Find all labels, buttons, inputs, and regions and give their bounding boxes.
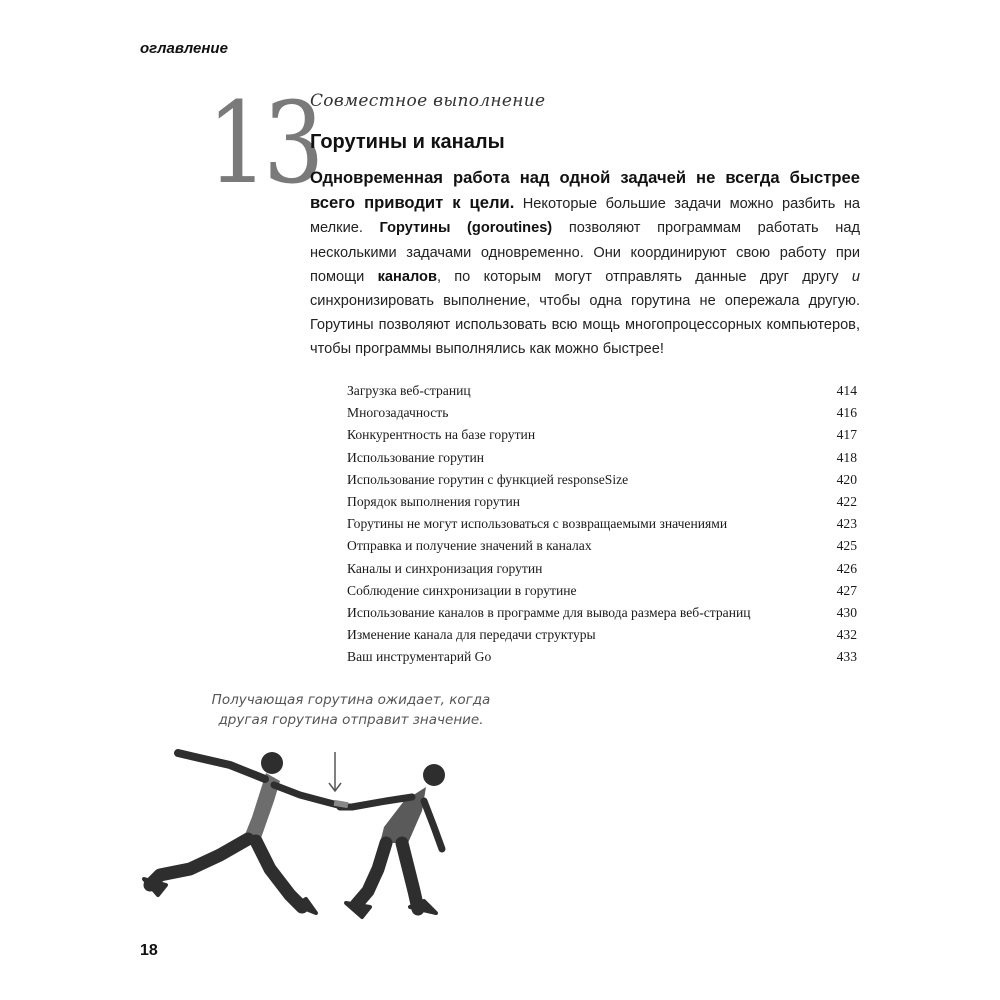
intro-text: синхронизировать выполнение, чтобы одна горутина не опережала другую. Горутины позволяют использовать всю мощь многопроцессорных компьютеров, чтобы программы выполнялись как можно быстрее! [310,293,860,358]
intro-text: , по которым могут отправлять данные друг другу [436,268,852,285]
toc-entry[interactable] [347,447,857,469]
toc-entry-page: 414 [836,383,857,398]
toc-entry-title: Горутины не могут использоваться с возвращаемыми значениями [347,516,728,532]
toc-entry-title: Отправка и получение значений в каналах [347,538,592,554]
toc-entry[interactable] [347,424,857,446]
toc-entry[interactable] [347,580,857,602]
toc-entry[interactable] [347,624,857,646]
toc-entry-title: Загрузка веб-страниц [347,383,471,398]
toc-entry-page: 417 [836,427,857,443]
toc-entry-page: 416 [836,405,857,421]
chapter-intro [310,166,860,362]
chapter-number: 13 [207,79,320,209]
toc-entry-page: 427 [836,582,857,598]
toc-entry[interactable] [347,491,857,513]
toc-entry[interactable] [347,602,857,624]
table-of-contents [347,380,857,668]
toc-entry-page: 433 [836,649,857,665]
toc-entry-title: Ваш инструментарий Go [347,649,492,665]
toc-entry-page: 430 [836,604,857,620]
toc-entry-title: Использование горутин [347,449,485,465]
runner-right-figure [340,764,445,917]
intro-lead: Одновременная работа над одной задачей не всегда быстрее всего приводит к цели. [310,168,860,213]
toc-entry-page: 422 [836,493,857,509]
intro-text: Некоторые большие задачи можно разбить на мелкие. [310,196,860,237]
toc-entry-page: 418 [836,449,857,465]
intro-emphasis: и [851,268,860,285]
toc-entry[interactable] [347,535,857,557]
intro-term-goroutines: Горутины (goroutines) [379,220,553,237]
toc-entry[interactable] [347,469,857,491]
toc-entry-page: 425 [836,538,857,554]
chapter-title: Горутины и каналы [310,131,505,153]
toc-entry[interactable] [347,513,857,535]
runner-left-figure [144,752,338,913]
page-number: 18 [140,942,158,959]
toc-entry[interactable] [347,558,857,580]
toc-entry-title: Соблюдение синхронизации в горутине [347,582,577,598]
intro-text: позволяют программам работать над несколькими задачами одновременно. Они координируют свою работу при помощи [310,220,860,285]
toc-entry-page: 420 [836,471,857,487]
toc-entry-title: Каналы и синхронизация горутин [347,560,543,576]
toc-entry[interactable] [347,380,857,402]
intro-term-channels: каналов [377,268,437,285]
toc-entry-title: Изменение канала для передачи структуры [347,627,596,643]
toc-entry-title: Использование горутин с функцией responseSize [347,471,629,487]
toc-entry[interactable] [347,646,857,668]
toc-entry-title: Использование каналов в программе для вывода размера веб-страниц [347,604,751,620]
relay-runners-illustration [140,745,460,925]
toc-entry[interactable] [347,402,857,424]
toc-entry-title: Порядок выполнения горутин [347,493,521,509]
toc-entry-page: 432 [836,627,857,643]
toc-entry-page: 426 [836,560,857,576]
toc-entry-title: Конкурентность на базе горутин [347,427,536,443]
toc-entry-title: Многозадачность [347,405,449,421]
running-head: оглавление [140,40,228,57]
chapter-kicker: Совместное выполнение [310,91,546,111]
toc-entry-page: 423 [836,516,857,532]
illustration-annotation: Получающая горутина ожидает, когда другая горутина отправит значение. [211,692,491,728]
